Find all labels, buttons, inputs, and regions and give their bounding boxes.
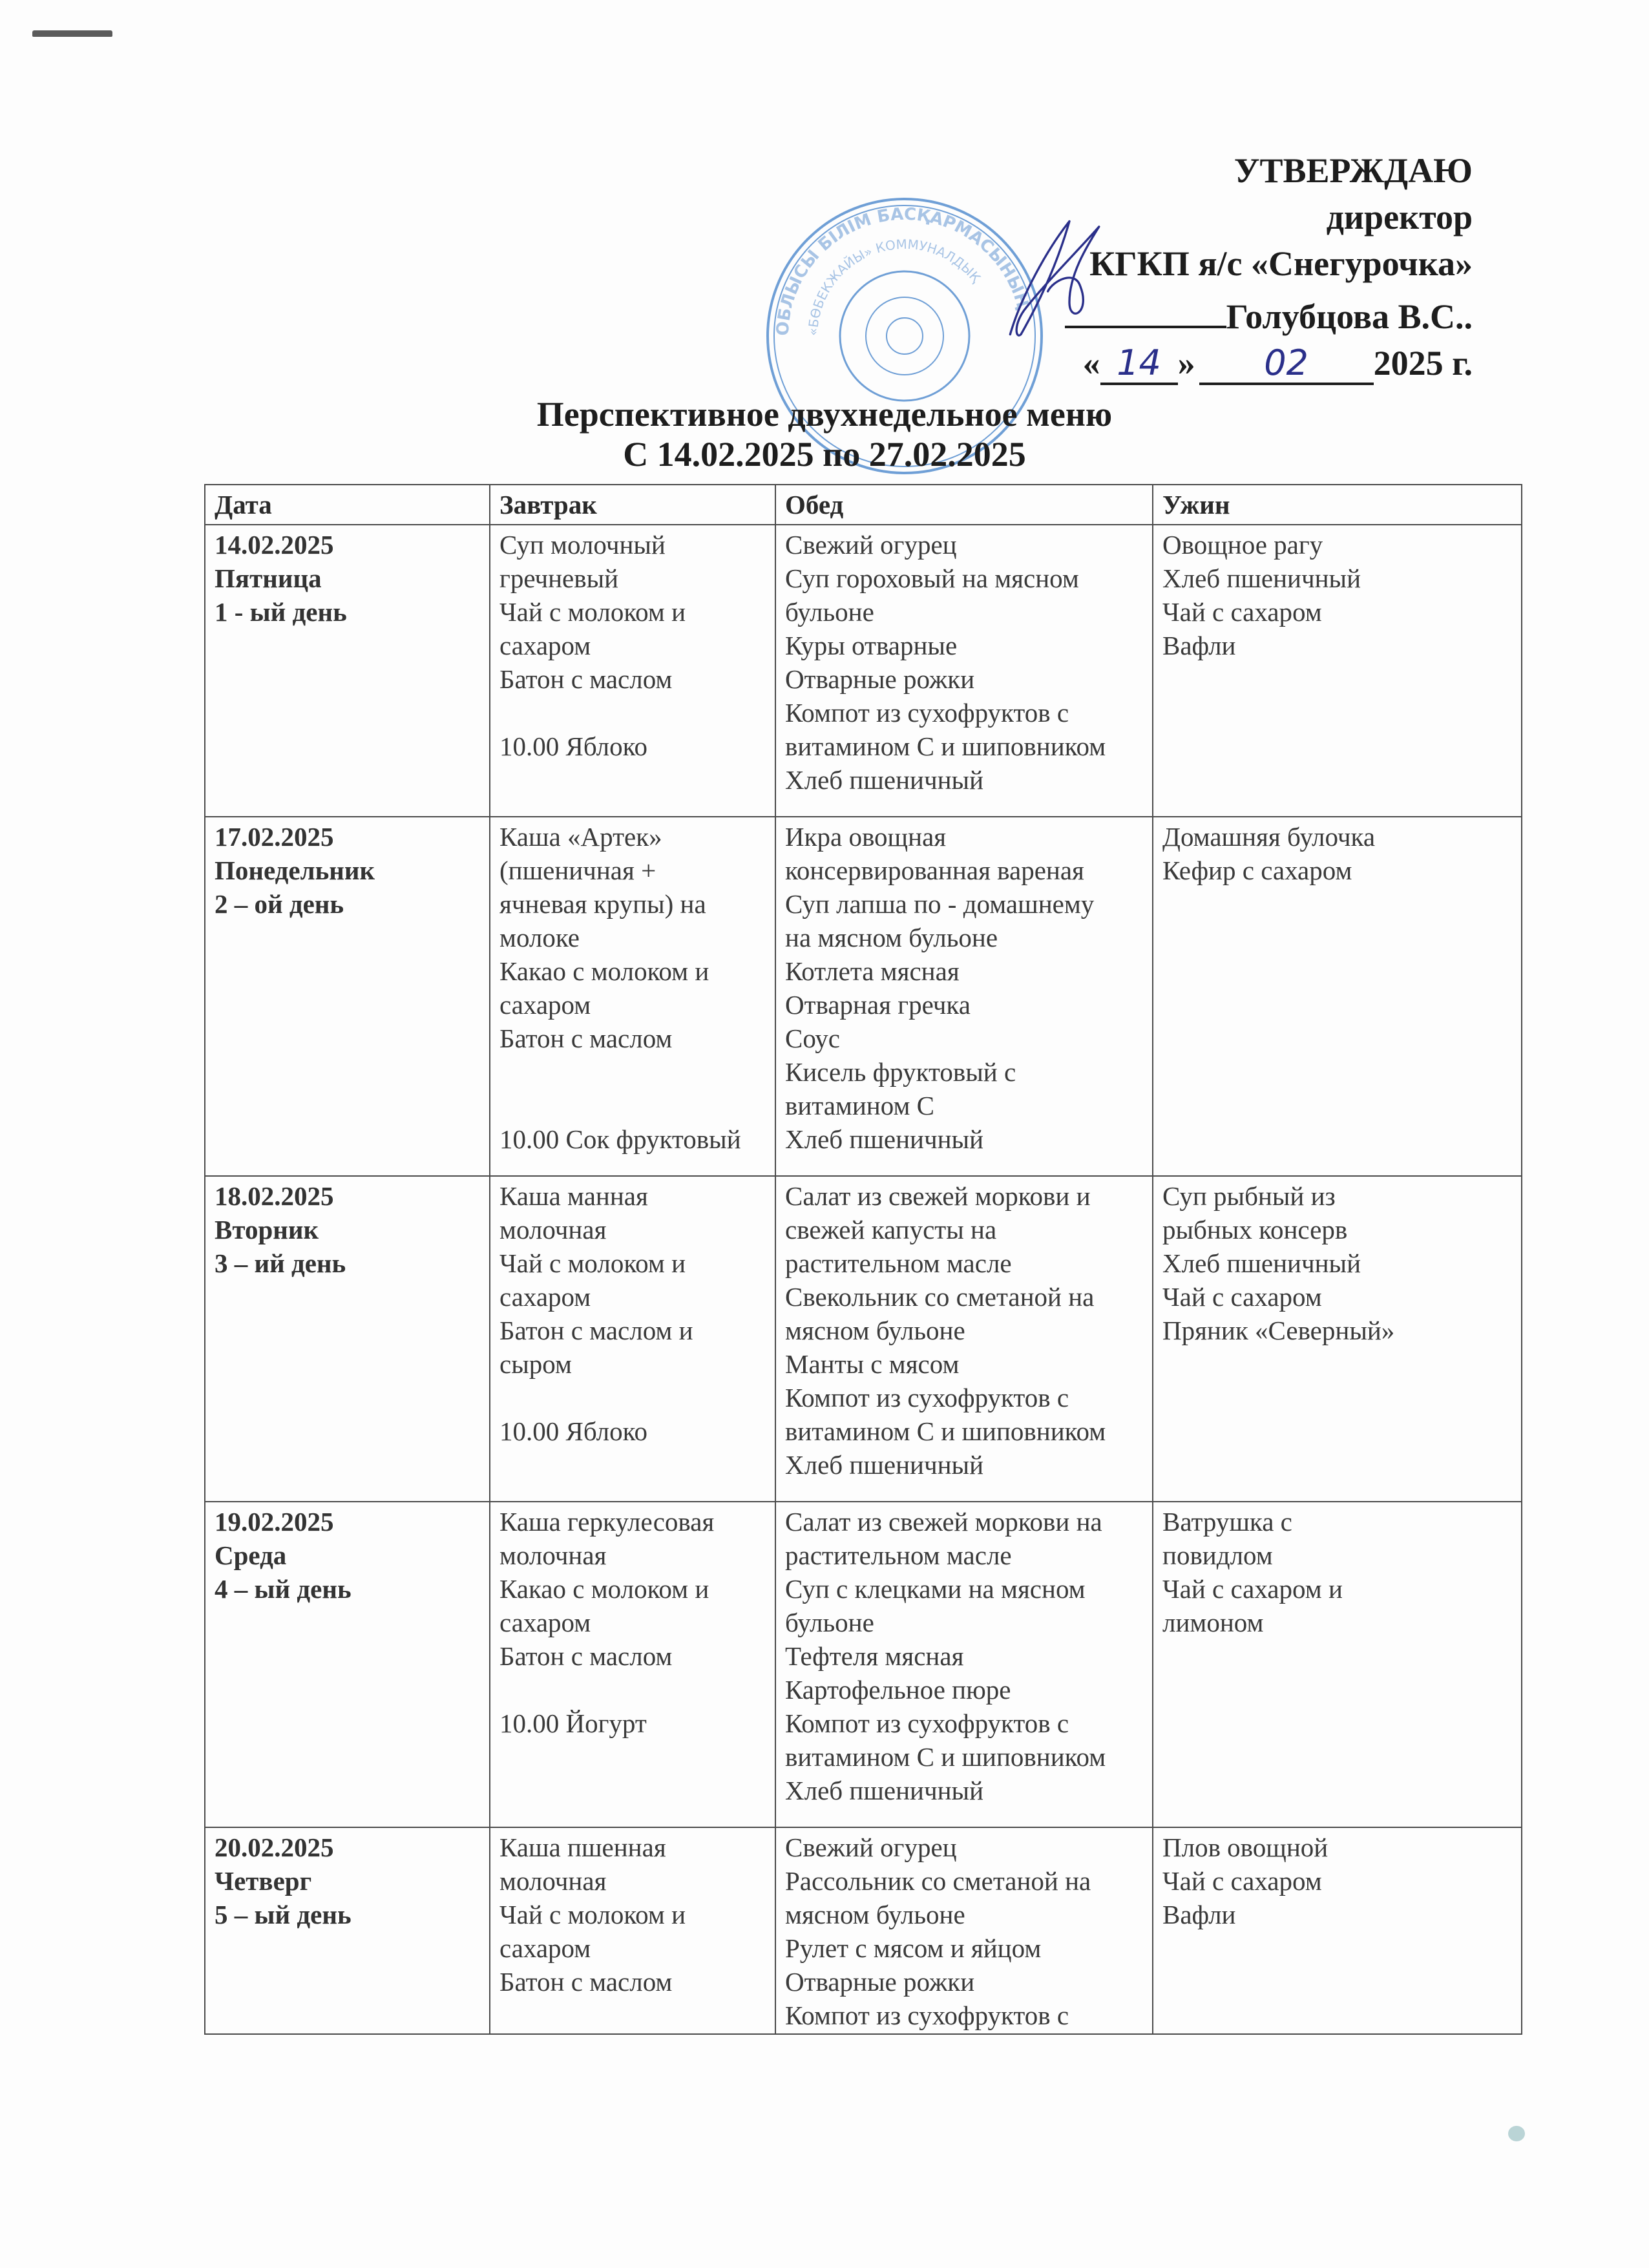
row-day-label: 3 – ий день: [215, 1248, 346, 1278]
lunch-item: Котлета мясная: [785, 956, 960, 986]
date-cell: [205, 525, 490, 817]
lunch-item: Салат из свежей моркови на: [785, 1507, 1102, 1537]
lunch-item: Суп гороховый на мясном: [785, 563, 1079, 593]
breakfast-item: сыром: [499, 1349, 572, 1379]
lunch-item: Хлеб пшеничный: [785, 1450, 984, 1480]
date-open-quote: «: [1082, 344, 1100, 383]
breakfast-cell: [490, 1827, 775, 2034]
date-year: 2025 г.: [1373, 344, 1473, 383]
date-close-quote: »: [1177, 344, 1195, 383]
lunch-item: мясном бульоне: [785, 1900, 965, 1929]
breakfast-cell: [490, 817, 775, 1176]
dinner-item: Пряник «Северный»: [1162, 1316, 1395, 1345]
menu-table: [204, 484, 1522, 2035]
lunch-item: Суп с клецками на мясном: [785, 1574, 1086, 1604]
spacer: [499, 1055, 766, 1089]
dinner-cell: [1153, 525, 1522, 817]
lunch-item: Кисель фруктовый с: [785, 1057, 1016, 1087]
approval-signatory: Голубцова В.С..: [1226, 297, 1473, 336]
dinner-item: Вафли: [1162, 631, 1236, 660]
date-day-handwritten: 14: [1117, 342, 1161, 383]
row-day-label: 2 – ой день: [215, 889, 344, 919]
table-row: [205, 1827, 1522, 2034]
approval-position: директор: [1326, 198, 1473, 236]
date-day-blank: [1100, 344, 1178, 385]
dinner-cell: [1153, 817, 1522, 1176]
lunch-item: витамином С: [785, 1091, 935, 1120]
row-day-label: 4 – ый день: [215, 1574, 352, 1604]
lunch-item: Отварная гречка: [785, 990, 971, 1020]
lunch-cell: [775, 1176, 1153, 1502]
lunch-item: Салат из свежей моркови и: [785, 1181, 1091, 1211]
lunch-cell: [775, 1502, 1153, 1827]
snack-item: 10.00 Яблоко: [499, 1416, 647, 1446]
table-row: [205, 817, 1522, 1176]
row-date: 20.02.2025: [215, 1832, 334, 1862]
dinner-item: рыбных консерв: [1162, 1215, 1348, 1244]
breakfast-item: Какао с молоком и: [499, 1574, 709, 1604]
breakfast-item: Чай с молоком и: [499, 597, 686, 627]
lunch-item: Компот из сухофруктов с: [785, 2000, 1069, 2030]
breakfast-item: Батон с маслом: [499, 1641, 673, 1671]
dinner-item: Чай с сахаром: [1162, 1282, 1322, 1312]
spacer: [499, 1673, 766, 1706]
breakfast-item: молочная: [499, 1866, 607, 1896]
menu-table-body: [205, 525, 1522, 2034]
lunch-item: растительном масле: [785, 1540, 1012, 1570]
document-subtitle: С 14.02.2025 по 27.02.2025: [623, 435, 1026, 474]
breakfast-item: Какао с молоком и: [499, 956, 709, 986]
lunch-item: Рассольник со сметаной на: [785, 1866, 1091, 1896]
lunch-item: Картофельное пюре: [785, 1675, 1011, 1705]
snack-item: 10.00 Сок фруктовый: [499, 1124, 741, 1154]
dinner-item: Овощное рагу: [1162, 530, 1323, 560]
dinner-item: Хлеб пшеничный: [1162, 1248, 1361, 1278]
lunch-item: бульоне: [785, 1608, 874, 1637]
lunch-item: Компот из сухофруктов с: [785, 698, 1069, 728]
lunch-item: Рулет с мясом и яйцом: [785, 1933, 1042, 1963]
row-weekday: Среда: [215, 1540, 287, 1570]
lunch-item: Хлеб пшеничный: [785, 765, 984, 795]
row-date: 19.02.2025: [215, 1507, 334, 1537]
breakfast-item: молоке: [499, 923, 580, 952]
scan-artifact-mark: [32, 30, 112, 37]
breakfast-item: сахаром: [499, 990, 591, 1020]
header-date: Дата: [205, 485, 490, 525]
breakfast-cell: [490, 1176, 775, 1502]
lunch-item: свежей капусты на: [785, 1215, 997, 1244]
dinner-item: повидлом: [1162, 1540, 1273, 1570]
spacer: [499, 1381, 766, 1414]
header-breakfast: Завтрак: [490, 485, 775, 525]
dinner-item: лимоном: [1162, 1608, 1264, 1637]
lunch-item: Суп лапша по - домашнему: [785, 889, 1095, 919]
approval-signatory-line: [891, 287, 1473, 340]
breakfast-item: сахаром: [499, 1608, 591, 1637]
lunch-item: Хлеб пшеничный: [785, 1124, 984, 1154]
lunch-item: Соус: [785, 1024, 840, 1053]
breakfast-item: молочная: [499, 1540, 607, 1570]
date-cell: [205, 1827, 490, 2034]
row-date: 14.02.2025: [215, 530, 334, 560]
dinner-item: Домашняя булочка: [1162, 822, 1376, 852]
lunch-cell: [775, 1827, 1153, 2034]
spacer: [499, 696, 766, 730]
lunch-item: растительном масле: [785, 1248, 1012, 1278]
snack-item: 10.00 Яблоко: [499, 731, 647, 761]
row-date: 18.02.2025: [215, 1181, 334, 1211]
row-weekday: Четверг: [215, 1866, 312, 1896]
breakfast-item: гречневый: [499, 563, 619, 593]
breakfast-item: Батон с маслом и: [499, 1316, 693, 1345]
breakfast-item: Батон с маслом: [499, 1967, 673, 1997]
dinner-item: Хлеб пшеничный: [1162, 563, 1361, 593]
lunch-item: Свекольник со сметаной на: [785, 1282, 1095, 1312]
breakfast-item: Каша «Артек»: [499, 822, 662, 852]
lunch-item: витамином С и шиповником: [785, 731, 1106, 761]
approval-heading: УТВЕРЖДАЮ: [1234, 151, 1473, 190]
dinner-item: Кефир с сахаром: [1162, 856, 1352, 885]
date-cell: [205, 817, 490, 1176]
date-cell: [205, 1502, 490, 1827]
stamp-text-inner: «БӨБЕКЖАЙЫ» КОММУНАЛДЫҚ: [804, 236, 984, 337]
document-title: Перспективное двухнедельное меню: [536, 395, 1113, 434]
lunch-item: Компот из сухофруктов с: [785, 1708, 1069, 1738]
breakfast-item: Каша геркулесовая: [499, 1507, 715, 1537]
breakfast-item: сахаром: [499, 1282, 591, 1312]
date-month-handwritten: 02: [1264, 342, 1308, 383]
table-header-row: [205, 485, 1522, 525]
snack-item: 10.00 Йогурт: [499, 1708, 647, 1738]
approval-organization: КГКП я/с «Снегурочка»: [1089, 244, 1473, 283]
lunch-item: Отварные рожки: [785, 1967, 975, 1997]
approval-date-line: [891, 340, 1473, 386]
lunch-item: бульоне: [785, 597, 874, 627]
breakfast-item: Чай с молоком и: [499, 1900, 686, 1929]
approval-block: [891, 147, 1473, 386]
lunch-item: витамином С и шиповником: [785, 1416, 1106, 1446]
breakfast-item: Каша пшенная: [499, 1832, 666, 1862]
dinner-cell: [1153, 1176, 1522, 1502]
row-day-label: 1 - ый день: [215, 597, 347, 627]
dinner-item: Чай с сахаром и: [1162, 1574, 1343, 1604]
lunch-item: на мясном бульоне: [785, 923, 998, 952]
dinner-item: Суп рыбный из: [1162, 1181, 1336, 1211]
breakfast-item: (пшеничная +: [499, 856, 656, 885]
date-cell: [205, 1176, 490, 1502]
lunch-item: Хлеб пшеничный: [785, 1776, 984, 1805]
breakfast-cell: [490, 525, 775, 817]
lunch-item: Отварные рожки: [785, 664, 975, 694]
dinner-item: Плов овощной: [1162, 1832, 1329, 1862]
spacer: [499, 1089, 766, 1122]
breakfast-item: Чай с молоком и: [499, 1248, 686, 1278]
lunch-item: консервированная вареная: [785, 856, 1084, 885]
document-title-block: [0, 394, 1649, 474]
lunch-item: Икра овощная: [785, 822, 947, 852]
dinner-item: Чай с сахаром: [1162, 1866, 1322, 1896]
header-dinner: Ужин: [1153, 485, 1522, 525]
dinner-cell: [1153, 1502, 1522, 1827]
lunch-item: Манты с мясом: [785, 1349, 960, 1379]
lunch-item: Компот из сухофруктов с: [785, 1383, 1069, 1412]
lunch-cell: [775, 525, 1153, 817]
scan-artifact-speck: [1508, 2126, 1525, 2141]
table-row: [205, 525, 1522, 817]
row-day-label: 5 – ый день: [215, 1900, 352, 1929]
dinner-item: Чай с сахаром: [1162, 597, 1322, 627]
date-month-blank: [1199, 344, 1374, 385]
breakfast-item: Батон с маслом: [499, 664, 673, 694]
breakfast-item: Суп молочный: [499, 530, 666, 560]
lunch-item: Свежий огурец: [785, 530, 957, 560]
lunch-item: Свежий огурец: [785, 1832, 957, 1862]
dinner-item: Вафли: [1162, 1900, 1236, 1929]
stamp-text-outer: ОБЛЫСЫ БІЛІМ БАСҚАРМАСЫНЫҢ: [773, 204, 1033, 337]
signature-blank: [1065, 287, 1226, 328]
breakfast-item: сахаром: [499, 631, 591, 660]
dinner-cell: [1153, 1827, 1522, 2034]
breakfast-item: молочная: [499, 1215, 607, 1244]
row-date: 17.02.2025: [215, 822, 334, 852]
breakfast-item: ячневая крупы) на: [499, 889, 706, 919]
lunch-item: мясном бульоне: [785, 1316, 965, 1345]
table-row: [205, 1502, 1522, 1827]
row-weekday: Пятница: [215, 563, 322, 593]
breakfast-item: сахаром: [499, 1933, 591, 1963]
breakfast-item: Каша манная: [499, 1181, 648, 1211]
lunch-cell: [775, 817, 1153, 1176]
row-weekday: Понедельник: [215, 856, 375, 885]
lunch-item: витамином С и шиповником: [785, 1742, 1106, 1772]
row-weekday: Вторник: [215, 1215, 319, 1244]
breakfast-item: Батон с маслом: [499, 1024, 673, 1053]
dinner-item: Ватрушка с: [1162, 1507, 1292, 1537]
table-row: [205, 1176, 1522, 1502]
breakfast-cell: [490, 1502, 775, 1827]
lunch-item: Куры отварные: [785, 631, 958, 660]
header-lunch: Обед: [775, 485, 1153, 525]
lunch-item: Тефтеля мясная: [785, 1641, 964, 1671]
